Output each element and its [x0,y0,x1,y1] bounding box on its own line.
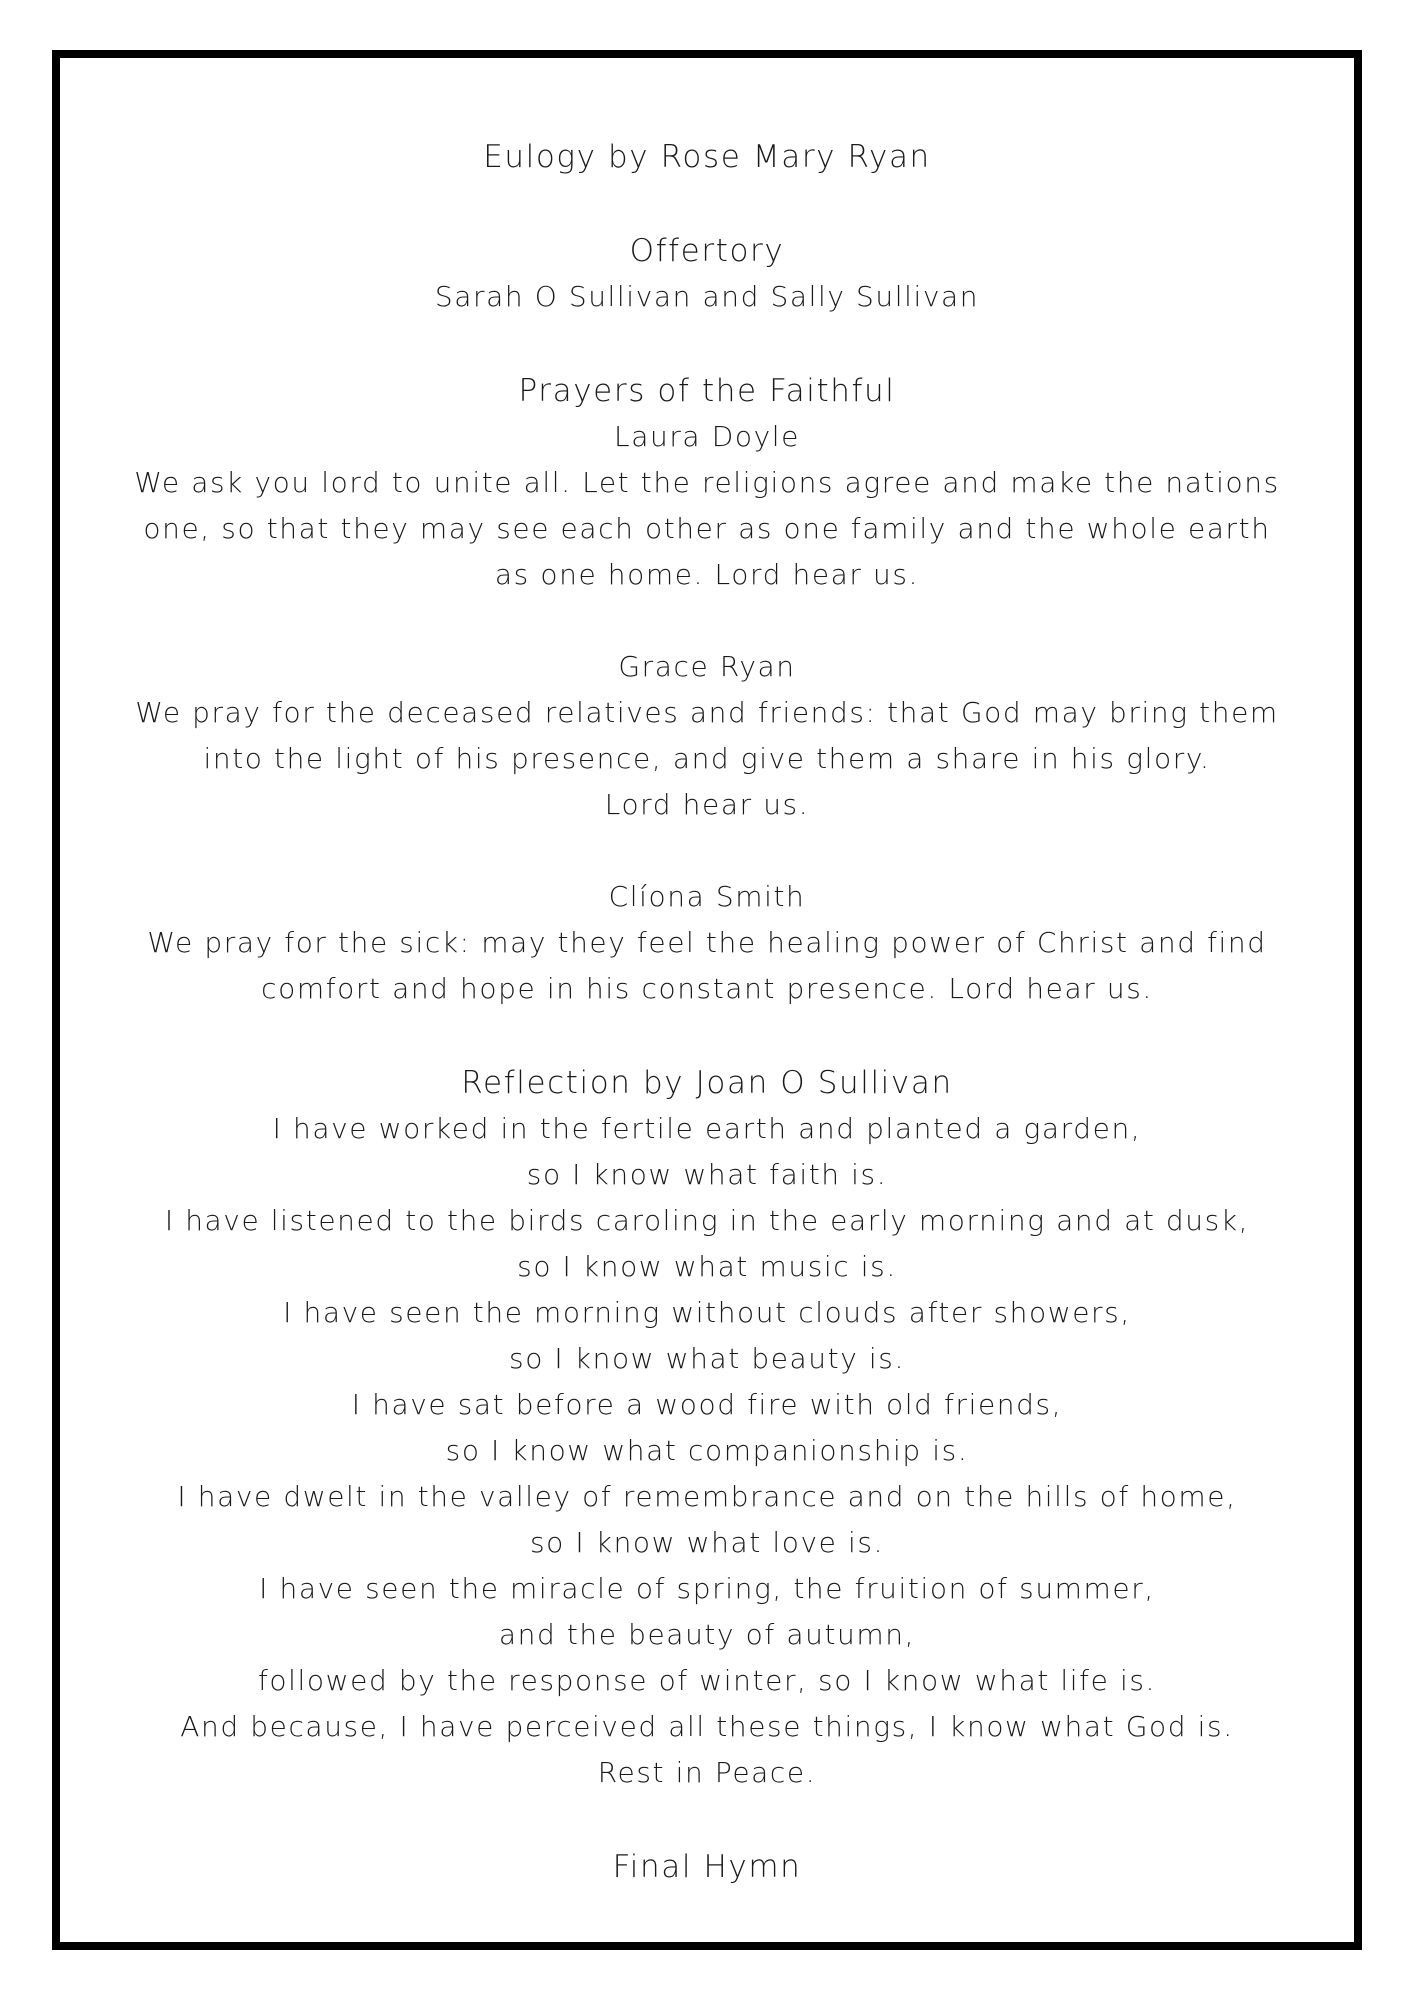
prayer-block-3 [60,874,1354,1012]
prayer-line: We pray for the deceased relatives and friends: that God may bring them [135,696,1279,729]
poem-line: and the beauty of autumn, [498,1618,916,1651]
eulogy-title: Eulogy by Rose Mary Ryan [483,139,931,175]
spacer [60,828,1354,874]
prayer-line: We pray for the sick: may they feel the healing power of Christ and find [147,926,1267,959]
reflection-title: Reflection by Joan O Sullivan [461,1065,953,1101]
final-hymn-title: Final Hymn [612,1849,802,1885]
order-of-service [60,134,1354,1890]
spacer [60,598,1354,644]
poem-line: I have sat before a wood fire with old friends, [351,1388,1063,1421]
prayer-reader: Grace Ryan [618,650,796,683]
prayer-block-1 [60,414,1354,598]
prayer-line: into the light of his presence, and give them a share in his glory. [203,742,1211,775]
poem-line: I have listened to the birds caroling in the early morning and at dusk, [164,1204,1250,1237]
prayer-line: one, so that they may see each other as one family and the whole earth [143,512,1271,545]
poem-line: so I know what beauty is. [509,1342,905,1375]
prayer-block-2 [60,644,1354,828]
poem-line: I have seen the morning without clouds after showers, [283,1296,1131,1329]
poem-line: I have worked in the fertile earth and planted a garden, [272,1112,1142,1145]
poem-line: Rest in Peace. [597,1756,817,1789]
poem-line: followed by the response of winter, so I know what life is. [257,1664,1157,1697]
prayer-reader: Laura Doyle [614,420,800,453]
poem-line: so I know what love is. [529,1526,885,1559]
spacer [60,1012,1354,1060]
prayer-line: comfort and hope in his constant presence. Lord hear us. [261,972,1153,1005]
prayer-reader: Clíona Smith [608,880,806,913]
spacer [60,320,1354,368]
prayer-line: We ask you lord to unite all. Let the religions agree and make the nations [134,466,1280,499]
offertory-names: Sarah O Sullivan and Sally Sullivan [434,280,980,313]
prayer-line: Lord hear us. [604,788,810,821]
poem-line: I have dwelt in the valley of remembrance and on the hills of home, [177,1480,1237,1513]
prayer-line: as one home. Lord hear us. [494,558,920,591]
spacer [60,1796,1354,1844]
prayers-title: Prayers of the Faithful [518,373,896,409]
poem-line: so I know what faith is. [526,1158,888,1191]
poem-line: I have seen the miracle of spring, the fruition of summer, [259,1572,1155,1605]
poem-line: so I know what music is. [517,1250,897,1283]
poem-line: so I know what companionship is. [445,1434,969,1467]
offertory-title: Offertory [629,233,785,269]
reflection-poem [60,1106,1354,1796]
spacer [60,180,1354,228]
poem-line: And because, I have perceived all these things, I know what God is. [180,1710,1234,1743]
